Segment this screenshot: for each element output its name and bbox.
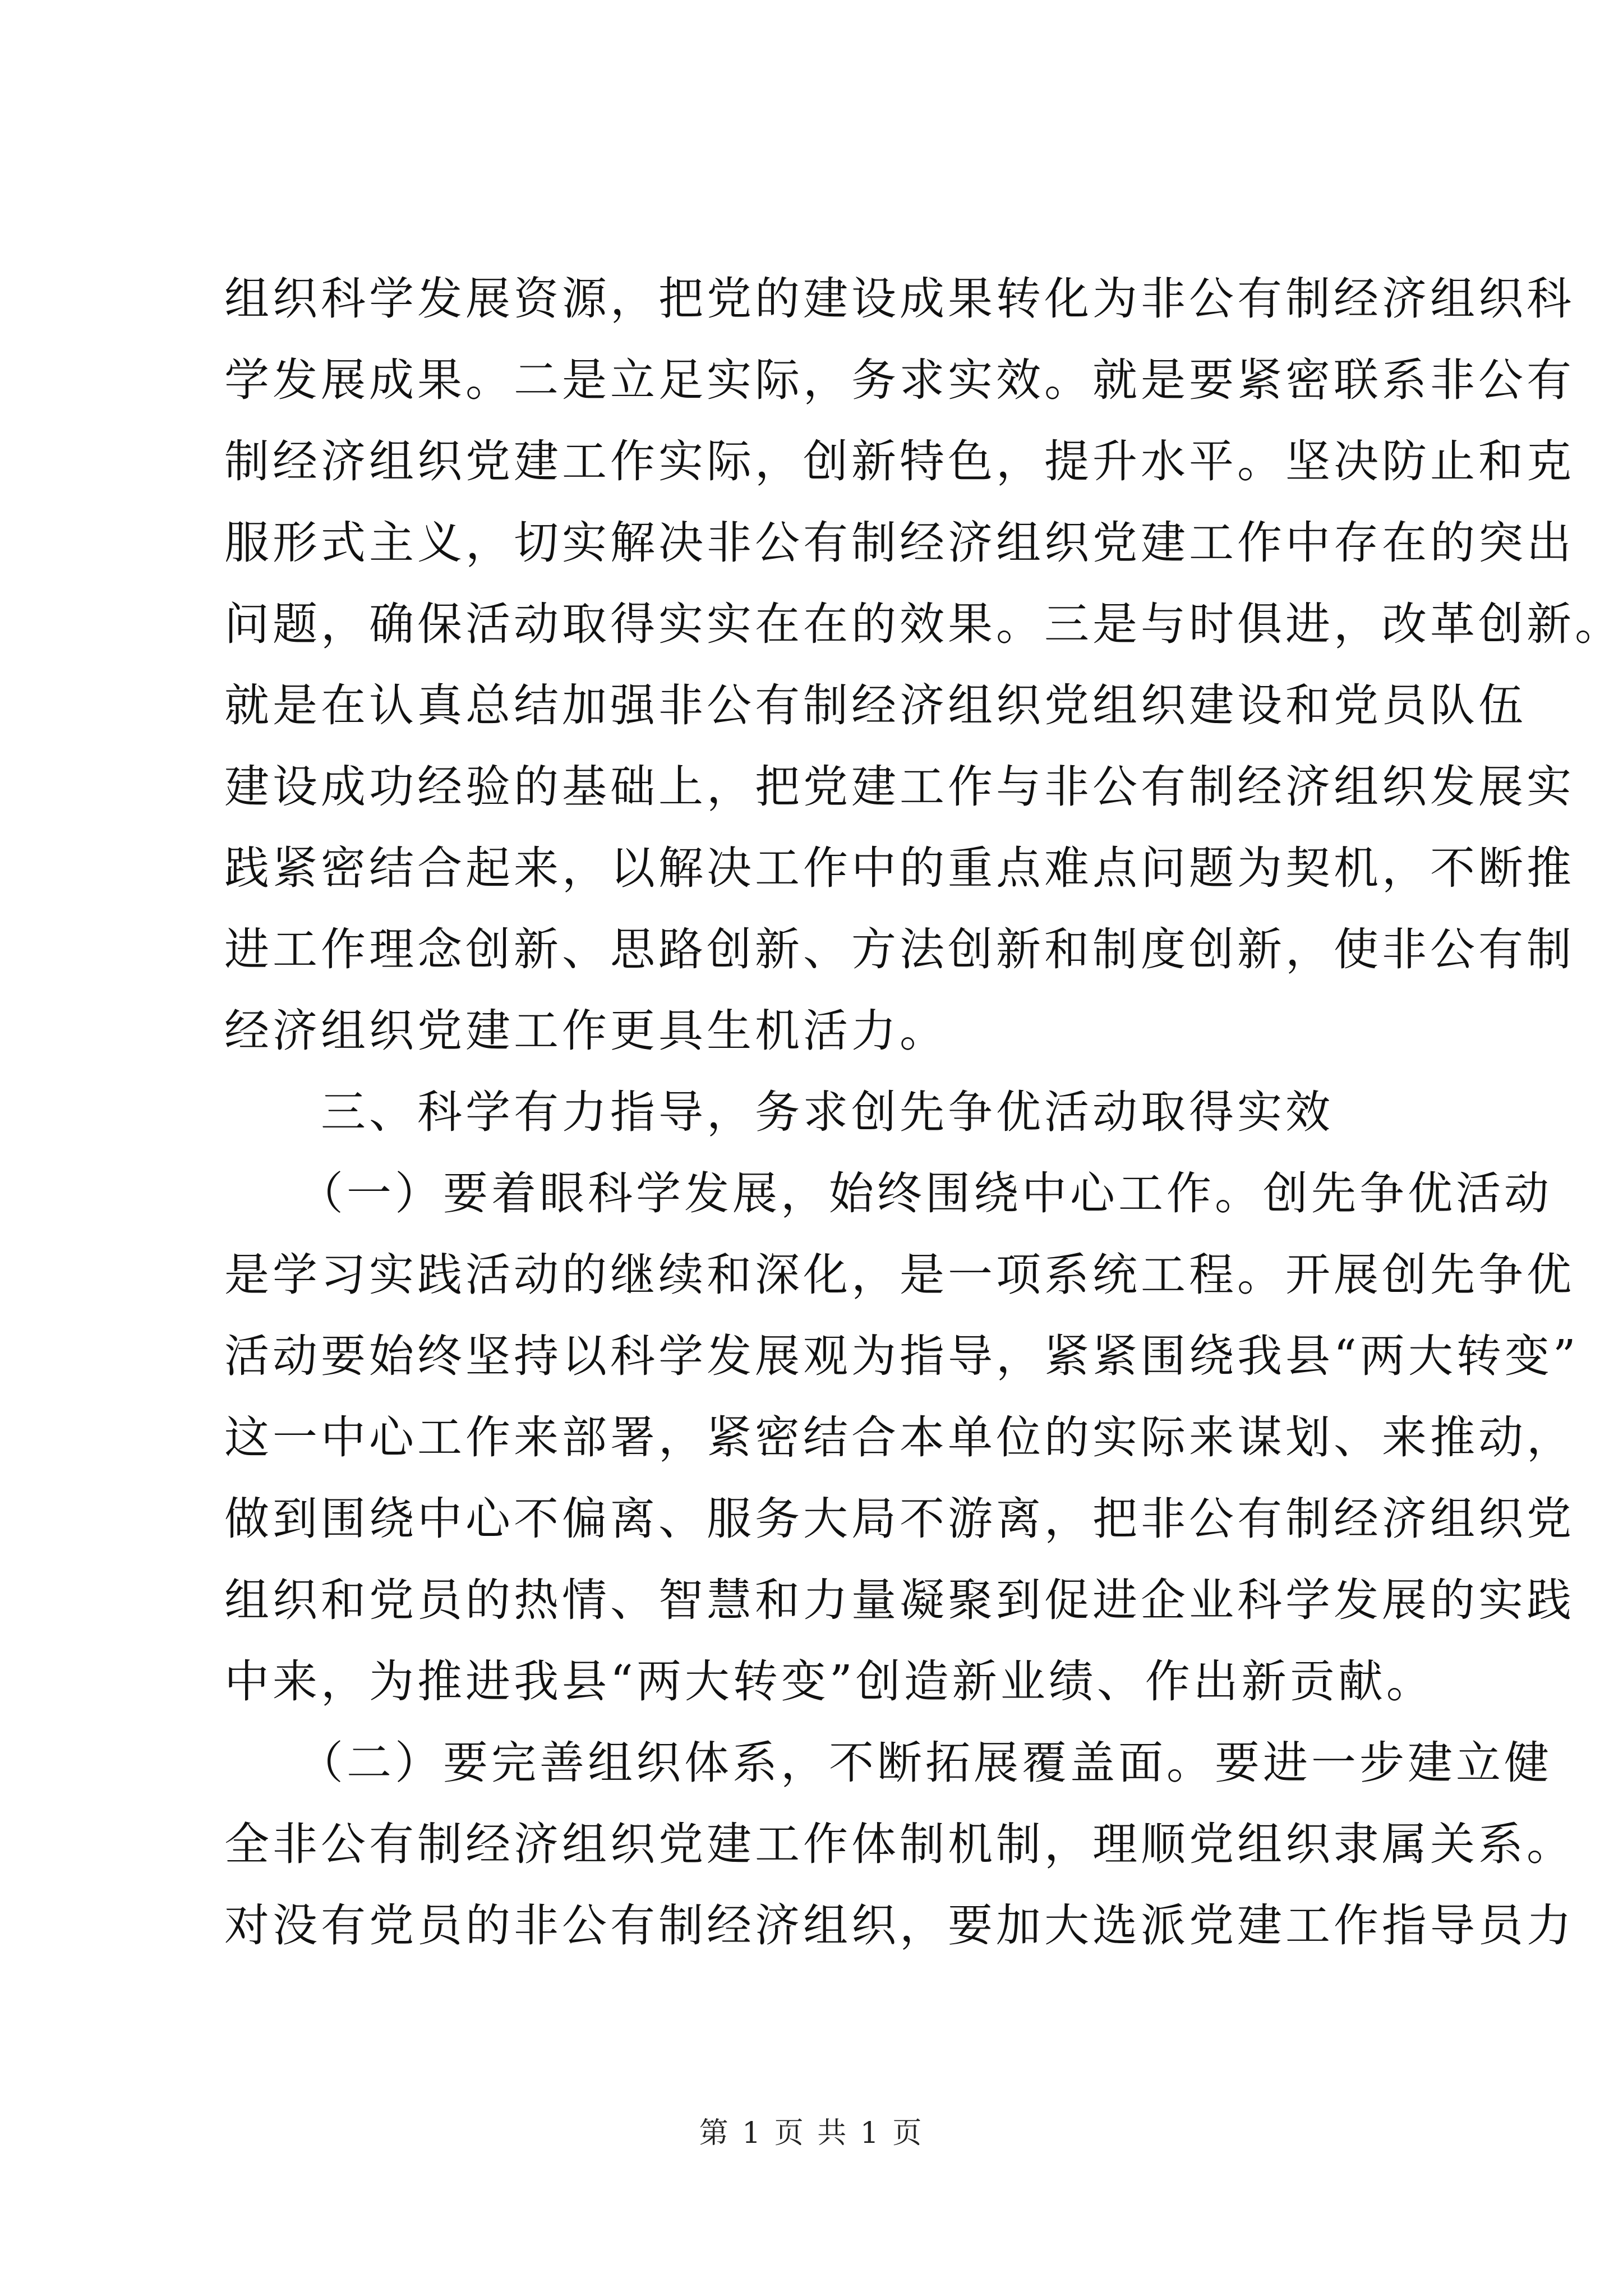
section-heading: 三、科学有力指导，务求创先争优活动取得实效	[224, 1086, 1334, 1138]
text-line: 制经济组织党建工作实际，创新特色，提升水平。坚决防止和克	[224, 435, 1575, 487]
text-line: （二）要完善组织体系，不断拓展覆盖面。要进一步建立健	[224, 1737, 1552, 1789]
text-line: （一）要着眼科学发展，始终围绕中心工作。创先争优活动	[224, 1167, 1552, 1220]
text-line: 组织和党员的热情、智慧和力量凝聚到促进企业科学发展的实践	[224, 1574, 1575, 1626]
text-line: 践紧密结合起来，以解决工作中的重点难点问题为契机，不断推	[224, 842, 1575, 894]
text-line: 中来，为推进我县“两大转变”创造新业绩、作出新贡献。	[224, 1655, 1435, 1708]
text-line: 做到围绕中心不偏离、服务大局不游离，把非公有制经济组织党	[224, 1493, 1575, 1545]
text-line: 就是在认真总结加强非公有制经济组织党组织建设和党员队伍	[224, 679, 1527, 731]
text-line: 全非公有制经济组织党建工作体制机制，理顺党组织隶属关系。	[224, 1818, 1575, 1870]
text-line: 问题，确保活动取得实实在在的效果。三是与时俱进，改革创新。	[224, 598, 1623, 650]
text-line: 是学习实践活动的继续和深化，是一项系统工程。开展创先争优	[224, 1249, 1575, 1301]
text-line: 组织科学发展资源，把党的建设成果转化为非公有制经济组织科	[224, 273, 1575, 325]
text-line: 服形式主义，切实解决非公有制经济组织党建工作中存在的突出	[224, 517, 1575, 569]
text-line: 建设成功经验的基础上，把党建工作与非公有制经济组织发展实	[224, 761, 1575, 813]
text-line: 这一中心工作来部署，紧密结合本单位的实际来谋划、来推动，	[224, 1411, 1575, 1464]
page-footer: 第 1 页 共 1 页	[699, 2116, 924, 2150]
text-line: 经济组织党建工作更具生机活力。	[224, 1005, 948, 1057]
body-text	[224, 258, 1623, 1966]
text-line: 进工作理念创新、思路创新、方法创新和制度创新，使非公有制	[224, 923, 1575, 976]
text-line: 对没有党员的非公有制经济组织，要加大选派党建工作指导员力	[224, 1899, 1575, 1952]
text-line: 学发展成果。二是立足实际，务求实效。就是要紧密联系非公有	[224, 354, 1575, 406]
text-line: 活动要始终坚持以科学发展观为指导，紧紧围绕我县“两大转变”	[224, 1330, 1579, 1382]
